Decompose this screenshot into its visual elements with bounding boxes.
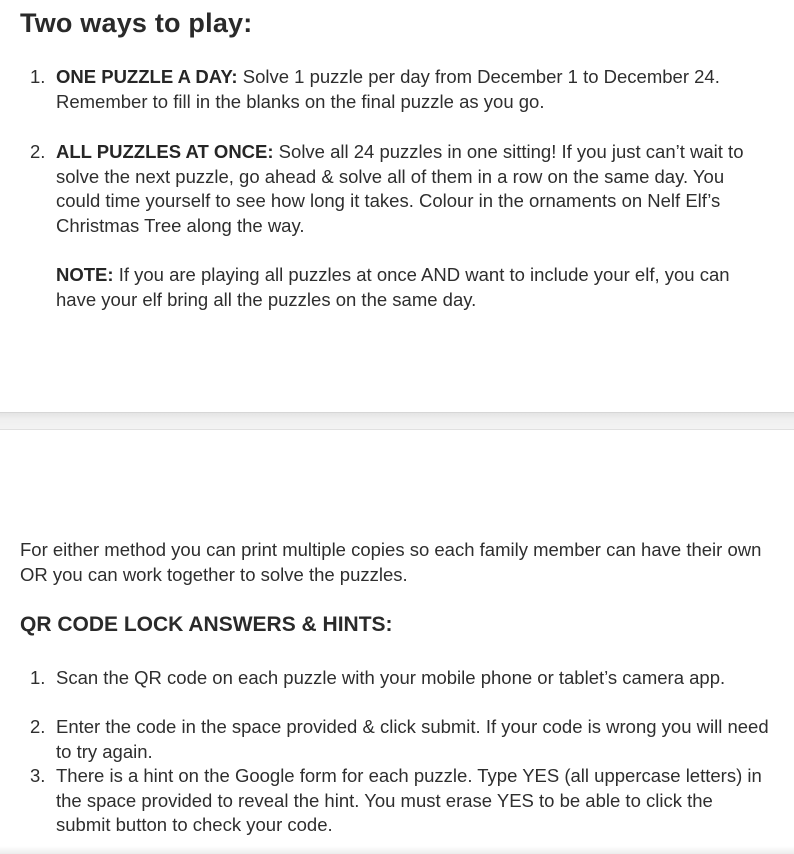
list-item-qr-2 [30, 715, 770, 764]
note-label: NOTE: [56, 264, 114, 285]
note-paragraph [56, 263, 770, 312]
list-number: 2. [30, 716, 46, 737]
list-item-way-2 [30, 140, 770, 238]
list-text: There is a hint on the Google form for each puzzle. Type YES (all uppercase letters) in the space provided to reveal the hint. You must erase YES to be able to click the submit button to check your code. [56, 765, 762, 835]
item-body: Solve 1 puzzle per day from December 1 to December 24. Remember to fill in the blanks on the final puzzle as you go. [56, 66, 720, 112]
list-item-qr-1 [30, 666, 770, 691]
list-number: 1. [30, 667, 46, 688]
item-label: ALL PUZZLES AT ONCE: [56, 141, 274, 162]
note-body: If you are playing all puzzles at once AND want to include your elf, you can have your elf bring all the puzzles on the same day. [56, 264, 730, 310]
intro-paragraph: For either method you can print multiple copies so each family member can have their own OR you can work together to solve the puzzles. [20, 539, 762, 585]
list-text [56, 140, 770, 238]
section-title: Two ways to play: [20, 8, 253, 38]
list-item-qr-3 [30, 764, 770, 838]
list-number: 3. [30, 765, 46, 786]
page-divider [0, 412, 794, 430]
page-top [0, 0, 794, 412]
bottom-edge [0, 846, 794, 854]
list-text [56, 65, 770, 114]
list-number: 1. [30, 66, 46, 87]
list-text: Scan the QR code on each puzzle with your mobile phone or tablet’s camera app. [56, 667, 726, 688]
item-body: Solve all 24 puzzles in one sitting! If you just can’t wait to solve the next puzzle, go ahead & solve all of them in a row on the same day. You could time yourself to see how long it takes. Colour in the ornaments on Nelf Elf’s Christmas Tree along the way. [56, 141, 744, 236]
list-number: 2. [30, 141, 46, 162]
qr-section-title: QR CODE LOCK ANSWERS & HINTS: [20, 613, 393, 636]
list-item-way-1 [30, 65, 770, 114]
list-text: Enter the code in the space provided & click submit. If your code is wrong you will need to try again. [56, 716, 769, 762]
item-label: ONE PUZZLE A DAY: [56, 66, 238, 87]
